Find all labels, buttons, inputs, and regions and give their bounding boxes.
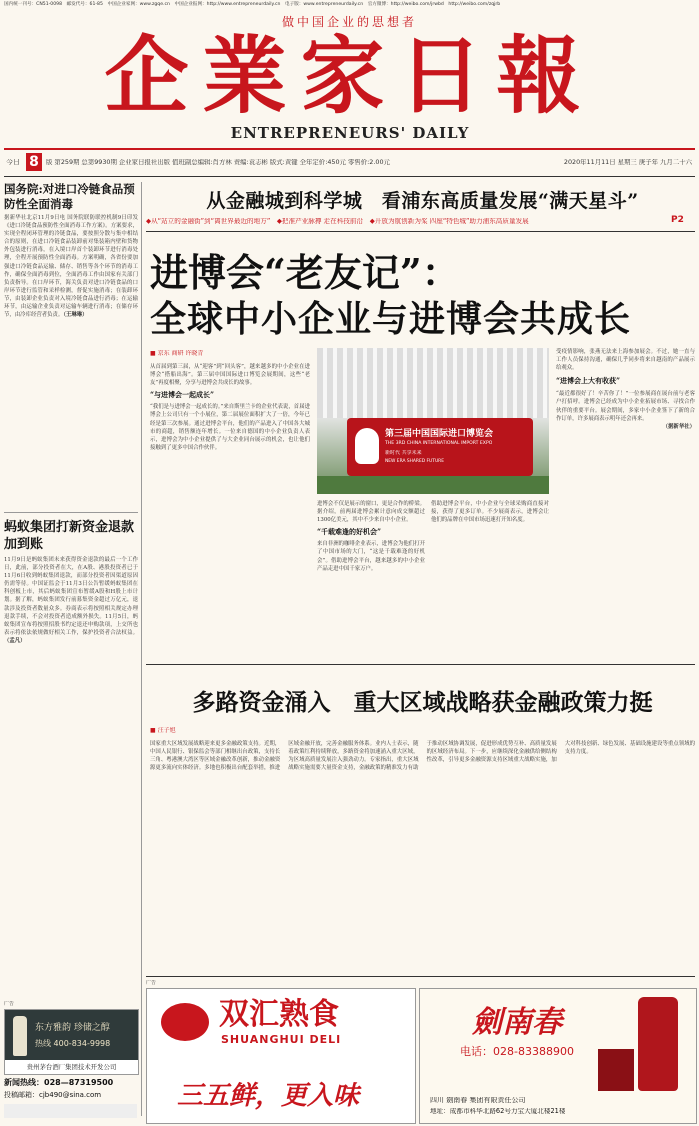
main-body-c: 进博会不仅是展示的窗口，更是合作的桥梁。据介绍，前两届进博会累计意向成交额超过1300亿美元，其中不少来自中小企业。 [317, 501, 425, 524]
maotai-company: 贵州茅台酒厂集团技术开发公司 [5, 1060, 138, 1074]
maotai-bottle-icon [13, 1016, 27, 1056]
left-column-divider [141, 182, 142, 1116]
main-col-2 [317, 500, 425, 660]
second-byline: ■ 汪子旭 [150, 727, 176, 734]
news-hotline [4, 1077, 137, 1088]
bottom-ad-label: 广告 [146, 980, 157, 986]
main-source: （据新华社） [662, 423, 695, 430]
main-story-rule [146, 664, 695, 665]
main-col-4-intro: 受疫情影响，张燕无法来上海参加展会。不过，她一直与工作人员保持沟通，确保几乎同步将来自越南的产品展示给观众。 [556, 349, 695, 372]
main-body-e: “最近都很好了！辛苦你了！”一位参展商在展台前与老客户打招呼。进博会已经成为中小企业拓展市场、寻找合作伙伴的重要平台。展会期间，多家中小企业签下了新的合作订单，许多展商表示明年还会再来。 [556, 391, 695, 422]
hotline-number: 028—87319500 [44, 1078, 114, 1087]
jnc-phone: 电话：028-83388900 [460, 1045, 574, 1058]
main-body-d: 来自非洲的咖啡企业表示，进博会为他们打开了中国市场的大门，“这是千载难逢的好机会”。借助进博会平台，越来越多的中小企业产品走进中国千家万户。 [317, 541, 425, 572]
maotai-phone: 热线 400-834-9998 [35, 1039, 111, 1048]
main-title-line1: 进博会“老友记”： [150, 250, 460, 295]
submission-email [4, 1090, 137, 1100]
top-info-line: 国内统一刊号：CN51-0098 邮发代号：61-85 中国企业家网：www.zgqe.cn 中国企业报网：http://www.entrepreneurdaily.cn 电子版：www.entrepreneurdaily.cn 官方微博：http://weibo.com/jrwbd http://weibo.com/zqjrb [4, 2, 501, 7]
left-ad-label: 广告 [4, 1001, 15, 1007]
page-count-badge: 8 [26, 153, 42, 171]
shuanghui-ad [146, 988, 416, 1124]
date-line-today: 今日 [6, 159, 20, 166]
banner-page-ref: P2 [671, 215, 684, 225]
second-title: 多路资金涌入 重大区域战略获金融政策力挺 [192, 689, 653, 716]
maotai-brand: 东方雅韵 珍储之醇 [35, 1023, 110, 1033]
email-address: cjb490@sina.com [39, 1091, 102, 1099]
jnc-box-icon [598, 1049, 634, 1091]
header-rule-top [4, 148, 695, 150]
hotline-label: 新闻热线： [4, 1078, 44, 1087]
photo-expo-sign [347, 418, 533, 476]
jnc-company: 四川 劍南春 集团有限责任公司 [430, 1097, 526, 1104]
main-sub-a: “与进博会一起成长” [150, 390, 215, 400]
banner-title: 从金融城到科学城 看浦东高质量发展“满天星斗” [206, 190, 639, 212]
left-source-2: （孟凡） [4, 637, 26, 644]
jnc-bottle-icon [638, 997, 678, 1091]
left-body-2 [4, 556, 138, 874]
left-divider [4, 512, 138, 513]
masthead-english: ENTREPRENEURS' DAILY [230, 124, 470, 142]
photo-sign-title: 第三届中国国际进口博览会 [385, 429, 494, 439]
second-story-rule [146, 976, 695, 977]
second-body: 国家重大区域发展战略迎来更多金融政策支持。近期，中国人民银行、银保监会等部门相继出台政策，支持长三角、粤港澳大湾区等区域金融改革创新，推动金融资源更多流向实体经济。多地也积极出台配套举措，推进区域金融开放，完善金融服务体系。业内人士表示，随着政策红利持续释放，多路资金将加速涌入重大区域，为区域高质量发展注入强劲动力。专家指出，重大区域战略实施需要大量资金支持，金融政策的精准发力有助于推动区域协调发展，促进形成优势互补、高质量发展的区域经济布局。下一步，应继续深化金融供给侧结构性改革，引导更多金融资源支持区域重大战略实施，加大对科技创新、绿色发展、基础设施建设等重点领域的支持力度。 [150, 741, 695, 772]
left-body-1-text: 据新华社北京11月9日电 国务院联防联控机制9日印发《进口冷链食品预防性全面消毒工作方案》。方案要求，实现全程闭环管理的冷链食品，要按照分散与集中相结合的原则，在进口冷链食品装卸前对集装箱内壁和货物外包装进行消毒，在入境口岸首个装卸环节进行消毒处理，全程开展预防性全面消毒。方案明确，各省份要加强进口冷链食品运输、储存、销售等各个环节的消毒工作，确保全面消毒到位，全面消毒工作由国家有关部门负责指导。在口岸环节，海关负责对进口冷链食品的口岸环节进行监管和采样检测，督促实施消毒；在装卸环节，由装卸企业负责对入境冷链食品进行消毒；在运输环节，由运输企业负责对运输车辆进行消毒；在储存环节，由冷库经营者负责。 [4, 215, 138, 319]
left-body-2-text: 11月9日是蚂蚁集团未来获得资金退款的最后一个工作日，此前，部分投资者在大，在A股、港股投资者已于11月6日收到蚂蚁集团退款，而部分投资者因渠道原因仍需等待。中国证监会于11月3日公告暂缓蚂蚁集团在科创板上市，其后蚂蚁集团宣布暂缓A股和H股上市计划。据了解，蚂蚁集团发行前募集资金超过万亿元，退款涉及投资者数量众多。券商表示将按照相关规定办理退款手续，不会对投资者造成额外损失。11月5日，蚂蚁集团宣布将按照招股书约定退还申购款项，上交所也表示将依法依规做好相关工作，保护投资者合法权益。 [4, 557, 138, 636]
main-body-d-cont: 借助进博会平台，中小企业与全球采购商直接对接，获得了更多订单。不少展商表示，进博会让他们的品牌在中国市场迅速打开知名度。 [431, 501, 549, 524]
main-title-line2: 全球中小企业与进博会共成长 [150, 298, 632, 340]
photo-sign-slogan-en: NEW ERA SHARED FUTURE [385, 459, 444, 464]
expo-photo [317, 348, 549, 494]
jiannanchun-ad [419, 988, 697, 1124]
main-body-b: “我们是与进博会一起成长的。”来自斯里兰卡的企业代表说，首届进博会上公司只有一个小展位，第二届展位面积扩大了一倍，今年已经是第三次参展。通过进博会平台，他们的产品进入了中国各大城市的商超，销售额连年增长。一位来自德国的中小企业负责人表示，进博会为中小企业提供了与大企业同台展示的机会，也让他们接触到了更多中国合作伙伴。 [150, 404, 310, 451]
jnc-address: 地址：成都市科华北路62号力宝大厦北楼21楼 [430, 1108, 566, 1115]
left-footer-logos [4, 1104, 137, 1118]
left-title-1: 国务院:对进口冷链食品预防性全面消毒 [4, 182, 135, 211]
issue-info: 版 第259期 总第9930期 企业家日报社出版 值班副总编辑:肖方林 责编:袁志彬 版式:黄键 全年定价:450元 零售价:2.00元 [46, 159, 390, 166]
email-label: 投稿邮箱： [4, 1091, 39, 1099]
main-sub-c: “进博会上大有收获” [556, 376, 621, 386]
banner-rule [146, 231, 695, 232]
banner-subtitle: ◆从“站立的金融街”到“离世界最近的地方” ◆把准产业脉搏 走在科技前沿 ◆开放为航创新为桨 四座“特色城”助力浦东高质量发展 [146, 218, 529, 225]
left-source-1: （王琳琳） [63, 312, 88, 319]
issue-date: 2020年11月11日 星期三 庚子年 九月二十六 [563, 159, 692, 166]
header-rule-bottom [4, 176, 695, 177]
shuanghui-pinyin: SHUANGHUI DELI [221, 1033, 342, 1046]
panda-mascot-icon [355, 428, 379, 464]
left-title-2: 蚂蚁集团打新资金退款加到账 [4, 520, 135, 552]
date-line [6, 153, 694, 173]
main-sub-b: “千载难逢的好机会” [317, 527, 382, 537]
photo-trees [317, 476, 549, 494]
main-col-3 [431, 500, 549, 660]
main-byline: ■ 京东 商研 许晓青 [150, 350, 204, 357]
left-body-1 [4, 214, 138, 506]
maotai-ad [4, 1009, 139, 1075]
masthead: 企業家日報 [104, 26, 595, 125]
main-col-1 [150, 363, 310, 613]
photo-sign-slogan: 新时代 共享未来 [385, 450, 422, 456]
main-body-a: 从首届到第三届，从“迎客”到“回头客”，越来越多的中小企业在进博会“搭船出海”。第三届中国国际进口博览会展期间，这些“老友”再度相聚，分享与进博会共成长的故事。 [150, 364, 310, 387]
main-col-4 [556, 348, 695, 660]
jnc-brand: 劍南春 [472, 1005, 562, 1040]
left-column [4, 182, 138, 1122]
shuanghui-slogan: 三五鲜，更入味 [177, 1081, 360, 1111]
shuanghui-name: 双汇熟食 [219, 997, 339, 1032]
shuanghui-logo-icon [161, 1003, 209, 1041]
photo-building [317, 348, 549, 418]
slogan: 做中国企业的思想者 [281, 15, 417, 29]
photo-sign-english: THE 3RD CHINA INTERNATIONAL IMPORT EXPO [385, 441, 493, 446]
